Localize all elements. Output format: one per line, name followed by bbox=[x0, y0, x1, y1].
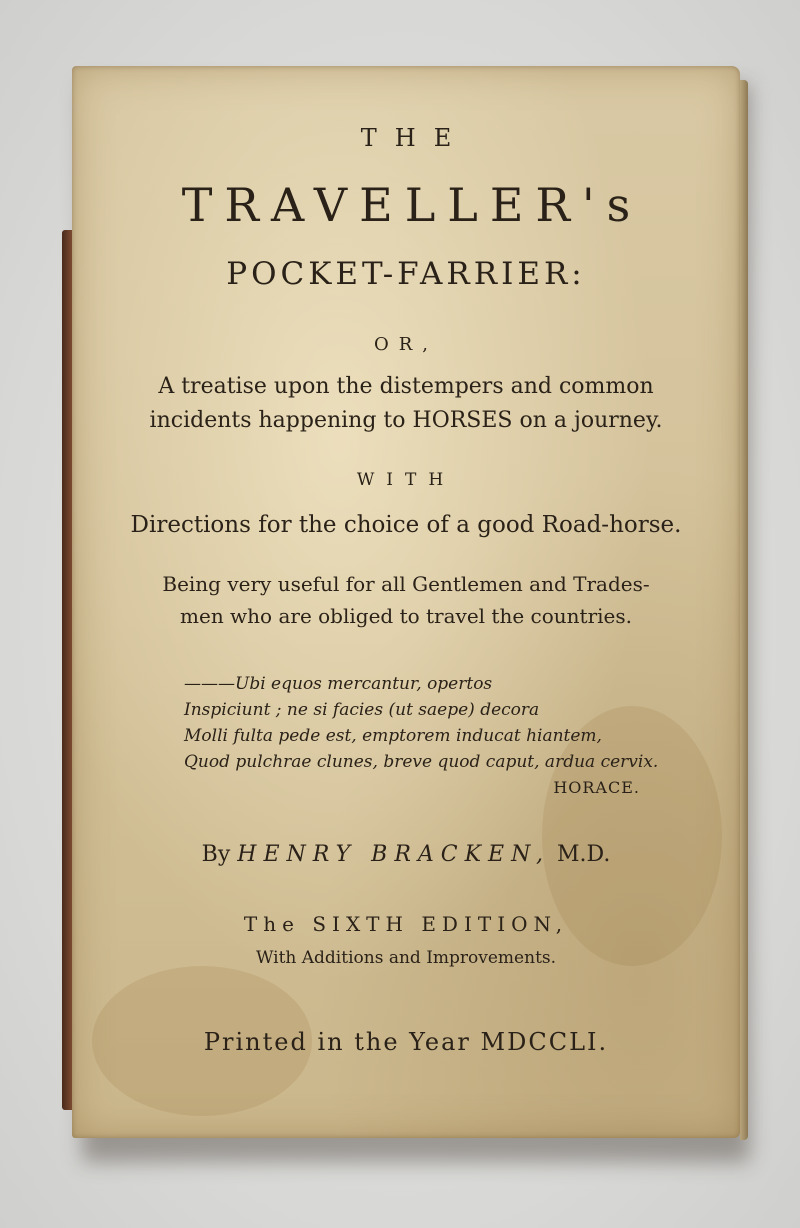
page-edge bbox=[740, 80, 748, 1140]
directions-line: Directions for the choice of a good Road-horse. bbox=[130, 512, 682, 538]
verse-attribution: HORACE. bbox=[553, 778, 640, 797]
usefulness-line-1: Being very useful for all Gentlemen and Trades- bbox=[162, 572, 650, 596]
author-prefix: By bbox=[201, 842, 231, 867]
title-article: THE bbox=[360, 124, 470, 152]
edition-line: The SIXTH EDITION, bbox=[243, 912, 569, 936]
title-or: OR, bbox=[373, 334, 439, 355]
book-subtitle: POCKET-FARRIER: bbox=[226, 256, 586, 292]
additions-line: With Additions and Improvements. bbox=[255, 948, 557, 968]
author-line bbox=[72, 842, 740, 867]
usefulness-line-2: men who are obliged to travel the countries. bbox=[180, 604, 632, 628]
book-title: TRAVELLER's bbox=[181, 178, 643, 232]
title-page bbox=[72, 66, 740, 1138]
imprint-line: Printed in the Year MDCCLI. bbox=[203, 1028, 609, 1056]
description-line-2: incidents happening to HORSES on a journey. bbox=[149, 408, 663, 433]
verse-line: ———Ubi equos mercantur, opertos bbox=[184, 674, 493, 694]
verse-line: Inspiciunt ; ne si facies (ut saepe) decora bbox=[184, 700, 540, 720]
verse-line: Molli fulta pede est, emptorem inducat hiantem, bbox=[184, 726, 602, 746]
description-line-1: A treatise upon the distempers and common bbox=[158, 374, 654, 399]
title-with: WITH bbox=[356, 470, 456, 490]
author-suffix: M.D. bbox=[556, 842, 611, 867]
verse-line: Quod pulchrae clunes, breve quod caput, ardua cervix. bbox=[184, 752, 659, 772]
author-name: HENRY BRACKEN, bbox=[237, 842, 550, 867]
